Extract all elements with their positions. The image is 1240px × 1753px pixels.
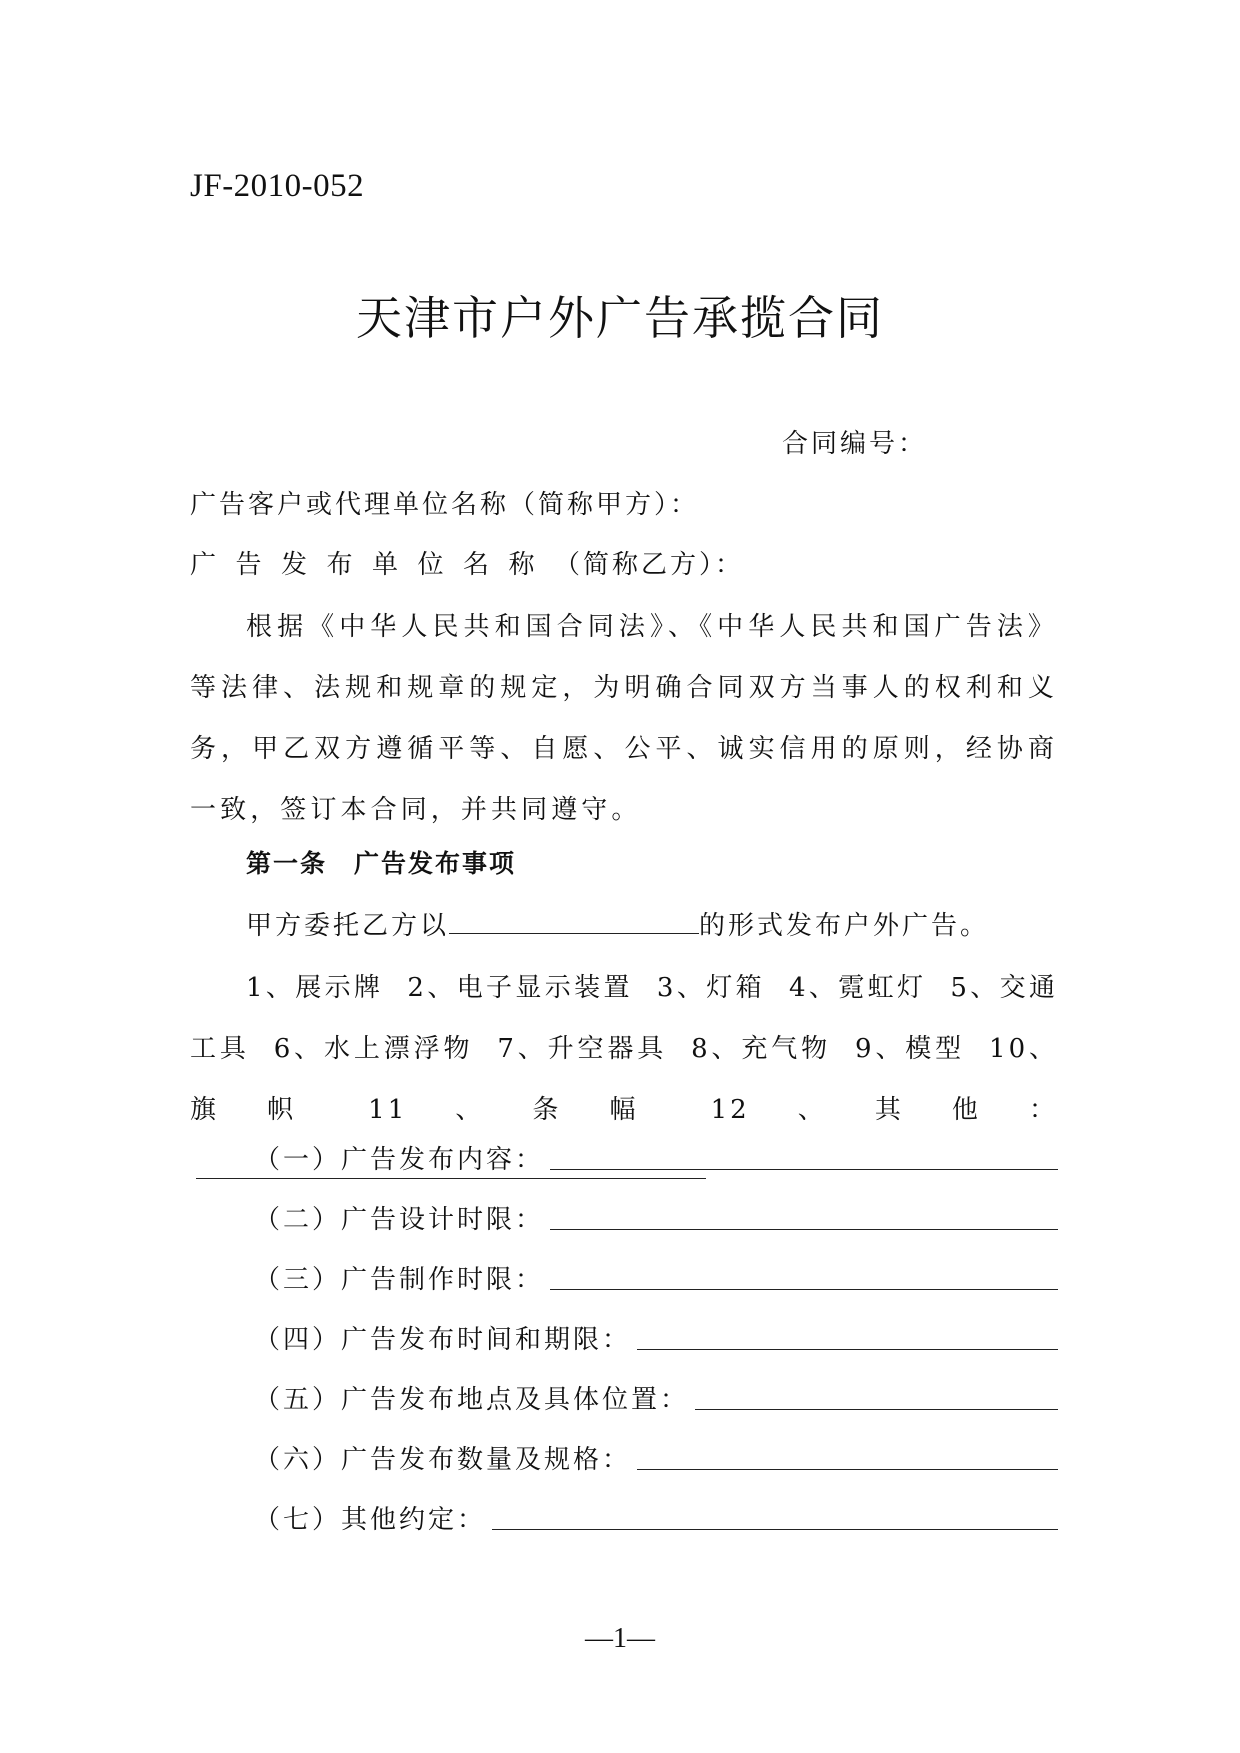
clause-item-label: （三）广告制作时限：	[254, 1265, 545, 1295]
option-item: 7、升空器具	[497, 1034, 668, 1064]
clause-item-blank[interactable]	[550, 1169, 1058, 1170]
ad-form-blank[interactable]	[449, 913, 699, 934]
option-item: 9、模型	[855, 1034, 966, 1064]
option-item: 8、充气物	[691, 1034, 832, 1064]
option-item: 5、交通工具	[190, 973, 1059, 1064]
party-b-label	[190, 544, 744, 581]
party-b-name-label: 广告发布单位名称	[190, 550, 555, 580]
clause-item-blank[interactable]	[492, 1529, 1058, 1530]
clause-item	[254, 1316, 1058, 1356]
clause-item-blank[interactable]	[637, 1469, 1058, 1470]
party-a-label: 广告客户或代理单位名称（简称甲方）：	[190, 490, 700, 520]
party-b-abbr-label: （简称乙方）：	[554, 550, 745, 580]
article-1-heading: 第一条 广告发布事项	[246, 849, 517, 878]
clause-item-blank[interactable]	[550, 1289, 1058, 1290]
clause-item	[254, 1496, 1058, 1536]
option-item: 1、展示牌	[246, 973, 384, 1003]
clause-item-label: （四）广告发布时间和期限：	[254, 1325, 632, 1355]
page-number: —1—	[585, 1623, 655, 1654]
option-item: 6、水上漂浮物	[273, 1034, 474, 1064]
clause-item-label: （一）广告发布内容：	[254, 1145, 545, 1175]
ad-form-prefix: 甲方委托乙方以	[246, 911, 450, 941]
option-item: 12、其他：	[710, 1095, 1058, 1125]
option-item: 11、条幅	[368, 1095, 687, 1125]
ad-form-suffix: 的形式发布户外广告。	[699, 911, 990, 941]
clause-item-label: （二）广告设计时限：	[254, 1205, 545, 1235]
option-item: 2、电子显示装置	[407, 973, 633, 1003]
option-item: 10、旗帜	[190, 1034, 1058, 1125]
clause-item-blank[interactable]	[550, 1229, 1058, 1230]
clause-item	[254, 1256, 1058, 1296]
clause-item	[254, 1436, 1058, 1476]
clause-item-blank[interactable]	[637, 1349, 1058, 1350]
clause-item	[254, 1136, 1058, 1176]
contract-number-label: 合同编号：	[782, 429, 928, 459]
document-code: JF-2010-052	[190, 168, 365, 204]
clause-item-label: （六）广告发布数量及规格：	[254, 1445, 632, 1475]
option-item: 4、霓虹灯	[788, 973, 927, 1003]
clause-item-label: （五）广告发布地点及具体位置：	[254, 1385, 690, 1415]
preamble-paragraph: 根据《中华人民共和国合同法》、《中华人民共和国广告法》等法律、法规和规章的规定，为明确合同双方当事人的权利和义务，甲乙双方遵循平等、自愿、公平、诚实信用的原则，经协商一致，签订本合同，并共同遵守。	[190, 612, 1058, 825]
clause-item-blank[interactable]	[695, 1409, 1058, 1410]
document-title: 天津市户外广告承揽合同	[356, 291, 884, 345]
ad-form-line	[246, 905, 989, 942]
clause-item-label: （七）其他约定：	[254, 1505, 487, 1535]
clause-item	[254, 1196, 1058, 1236]
option-item: 3、灯箱	[656, 973, 765, 1003]
clause-item	[254, 1376, 1058, 1416]
